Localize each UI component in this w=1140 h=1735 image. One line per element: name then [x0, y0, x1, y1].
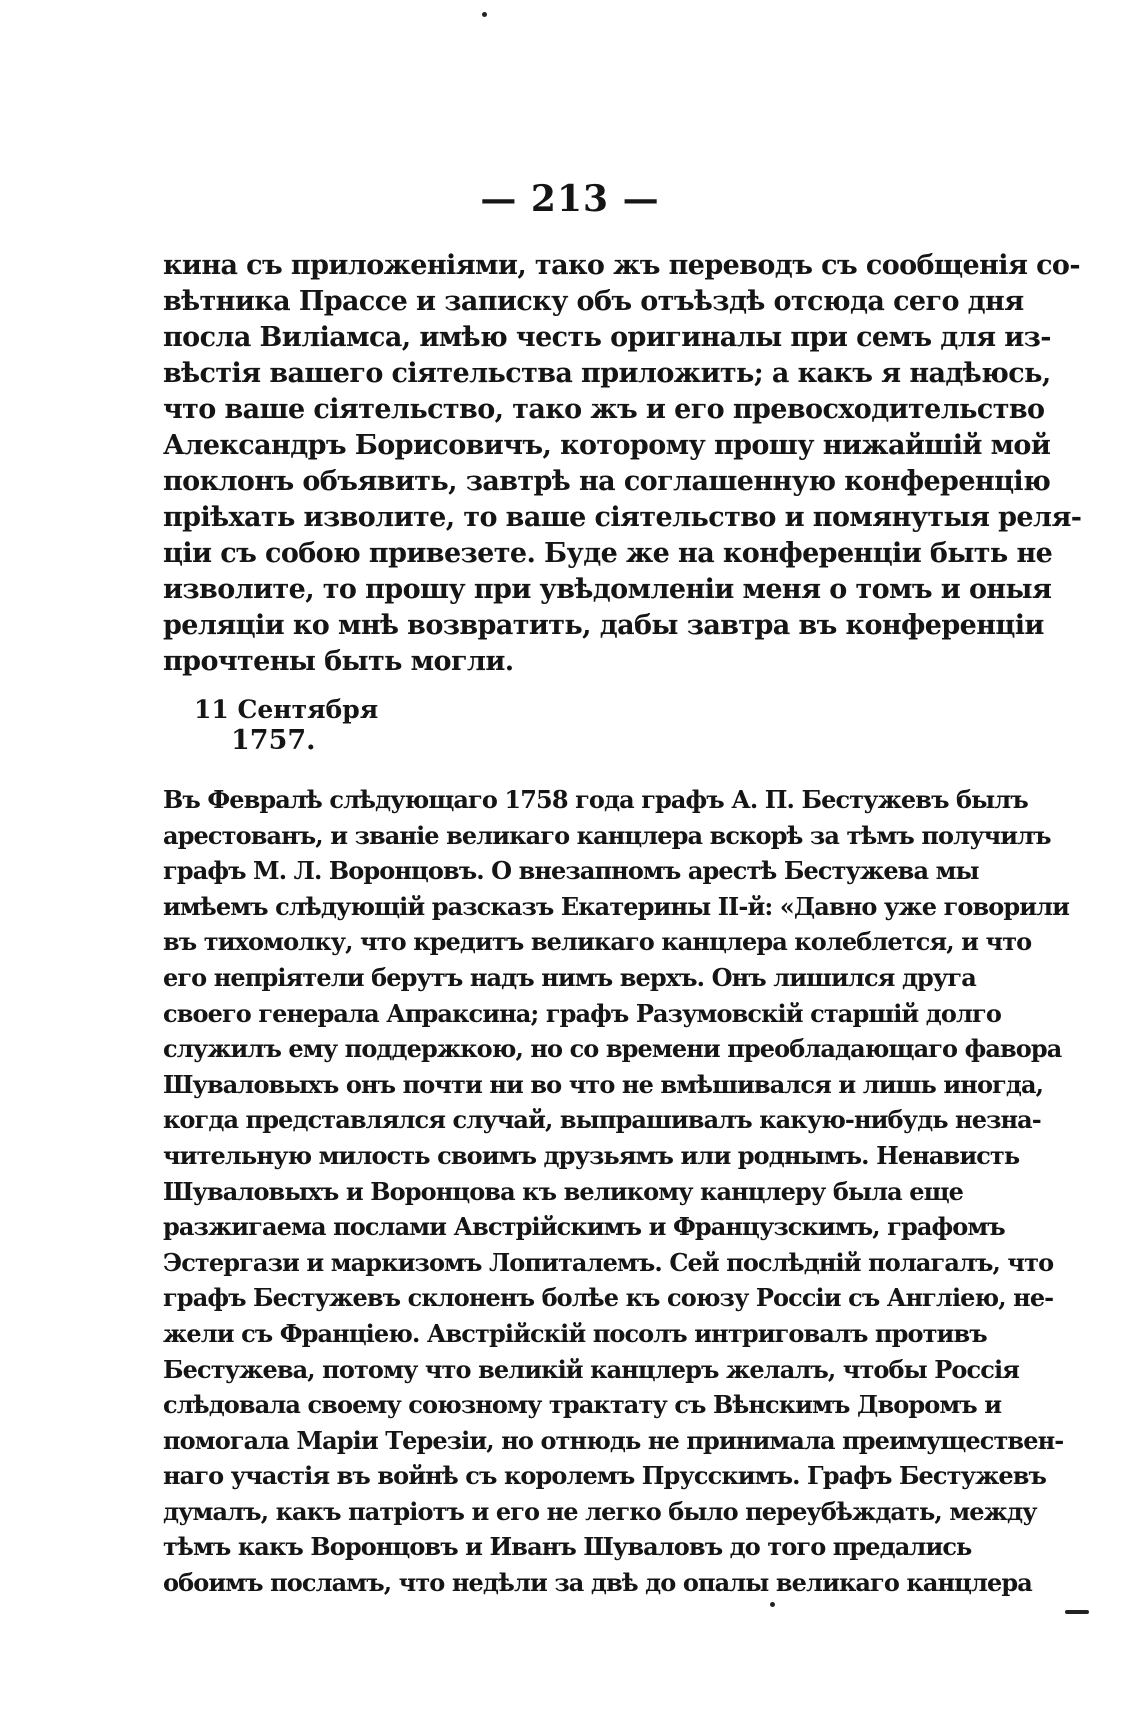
text-line: графъ М. Л. Воронцовъ. О внезапномъ арестѣ Бестужева мы: [163, 856, 979, 886]
ink-speck: [770, 1602, 775, 1607]
text-line: Александръ Борисовичъ, которому прошу нижайшій мой: [163, 430, 1051, 461]
text-line: слѣдовала своему союзному трактату съ Вѣнскимъ Дворомъ и: [163, 1390, 1002, 1420]
text-line: имѣемъ слѣдующій разсказъ Екатерины II-й: «Давно уже говорили: [163, 891, 1070, 921]
text-line: арестованъ, и званіе великаго канцлера вскорѣ за тѣмъ получилъ: [163, 820, 1051, 850]
text-line: помогала Маріи Терезіи, но отнюдь не принимала преимуществен-: [163, 1425, 1064, 1455]
text-line: ціи съ собою привезете. Буде же на конференціи быть не: [163, 538, 1053, 569]
text-line: Въ Февралѣ слѣдующаго 1758 года графъ А. П. Бестужевъ былъ: [163, 785, 1028, 814]
text-line: графъ Бестужевъ склоненъ болѣе къ союзу Россіи съ Англіею, не-: [163, 1283, 1054, 1313]
text-line: поклонъ объявить, завтрѣ на соглашенную конференцію: [163, 466, 1051, 497]
text-line: прочтены быть могли.: [163, 646, 514, 677]
text-line: пріѣхать изволите, то ваше сіятельство и помянутыя реля-: [163, 502, 1082, 533]
text-line: Эстергази и маркизомъ Лопиталемъ. Сей послѣдній полагалъ, что: [163, 1247, 1054, 1277]
text-line: Шуваловыхъ онъ почти ни во что не вмѣшивался и лишь иногда,: [163, 1069, 1044, 1099]
letter-paragraph: [163, 248, 1082, 680]
text-line: тѣмъ какъ Воронцовъ и Иванъ Шуваловъ до того предались: [163, 1532, 972, 1562]
text-line: кина съ приложеніями, тако жъ переводъ съ сообщенія со-: [163, 250, 1080, 281]
text-line: своего генерала Апраксина; графъ Разумовскій старшій долго: [163, 998, 1001, 1028]
date-day-month: 11 Сентября: [194, 695, 379, 724]
text-line: обоимъ посламъ, что недѣли за двѣ до опалы великаго канцлера: [163, 1568, 1032, 1598]
text-line: наго участія въ войнѣ съ королемъ Прусскимъ. Графъ Бестужевъ: [163, 1461, 1047, 1491]
text-line: жели съ Франціею. Австрійскій посолъ интриговалъ противъ: [163, 1318, 987, 1348]
text-line: что ваше сіятельство, тако жъ и его превосходительство: [163, 394, 1045, 425]
text-line: посла Виліамса, имѣю честь оригиналы при семъ для из-: [163, 322, 1051, 353]
text-line: въ тихомолку, что кредитъ великаго канцлера колеблется, и что: [163, 927, 1032, 957]
text-line: реляціи ко мнѣ возвратить, дабы завтра въ конференціи: [163, 610, 1044, 641]
page-number: — 213 —: [480, 178, 660, 220]
text-line: изволите, то прошу при увѣдомленіи меня о томъ и оныя: [163, 574, 1052, 605]
text-line: чительную милость своимъ друзьямъ или роднымъ. Ненависть: [163, 1140, 1020, 1170]
text-line: Бестужева, потому что великій канцлеръ желалъ, чтобы Россія: [163, 1354, 1019, 1384]
text-line: когда представлялся случай, выпрашивалъ какую-нибудь незна-: [163, 1105, 1041, 1135]
narrative-paragraph: [163, 782, 1070, 1601]
text-line: думалъ, какъ патріотъ и его не легко было переубѣждать, между: [163, 1496, 1037, 1526]
date-year: 1757.: [231, 725, 316, 756]
text-line: вѣтника Прассе и записку объ отъѣздѣ отсюда сего дня: [163, 286, 1024, 317]
ink-speck: [1065, 1610, 1089, 1614]
text-line: Шуваловыхъ и Воронцова къ великому канцлеру была еще: [163, 1176, 964, 1206]
text-line: его непріятели берутъ надъ нимъ верхъ. Онъ лишился друга: [163, 962, 976, 992]
text-line: разжигаема послами Австрійскимъ и Французскимъ, графомъ: [163, 1212, 1005, 1242]
ink-speck: [482, 12, 487, 17]
text-line: служилъ ему поддержкою, но со времени преобладающаго фавора: [163, 1034, 1062, 1064]
text-line: вѣстія вашего сіятельства приложить; а какъ я надѣюсь,: [163, 358, 1051, 389]
